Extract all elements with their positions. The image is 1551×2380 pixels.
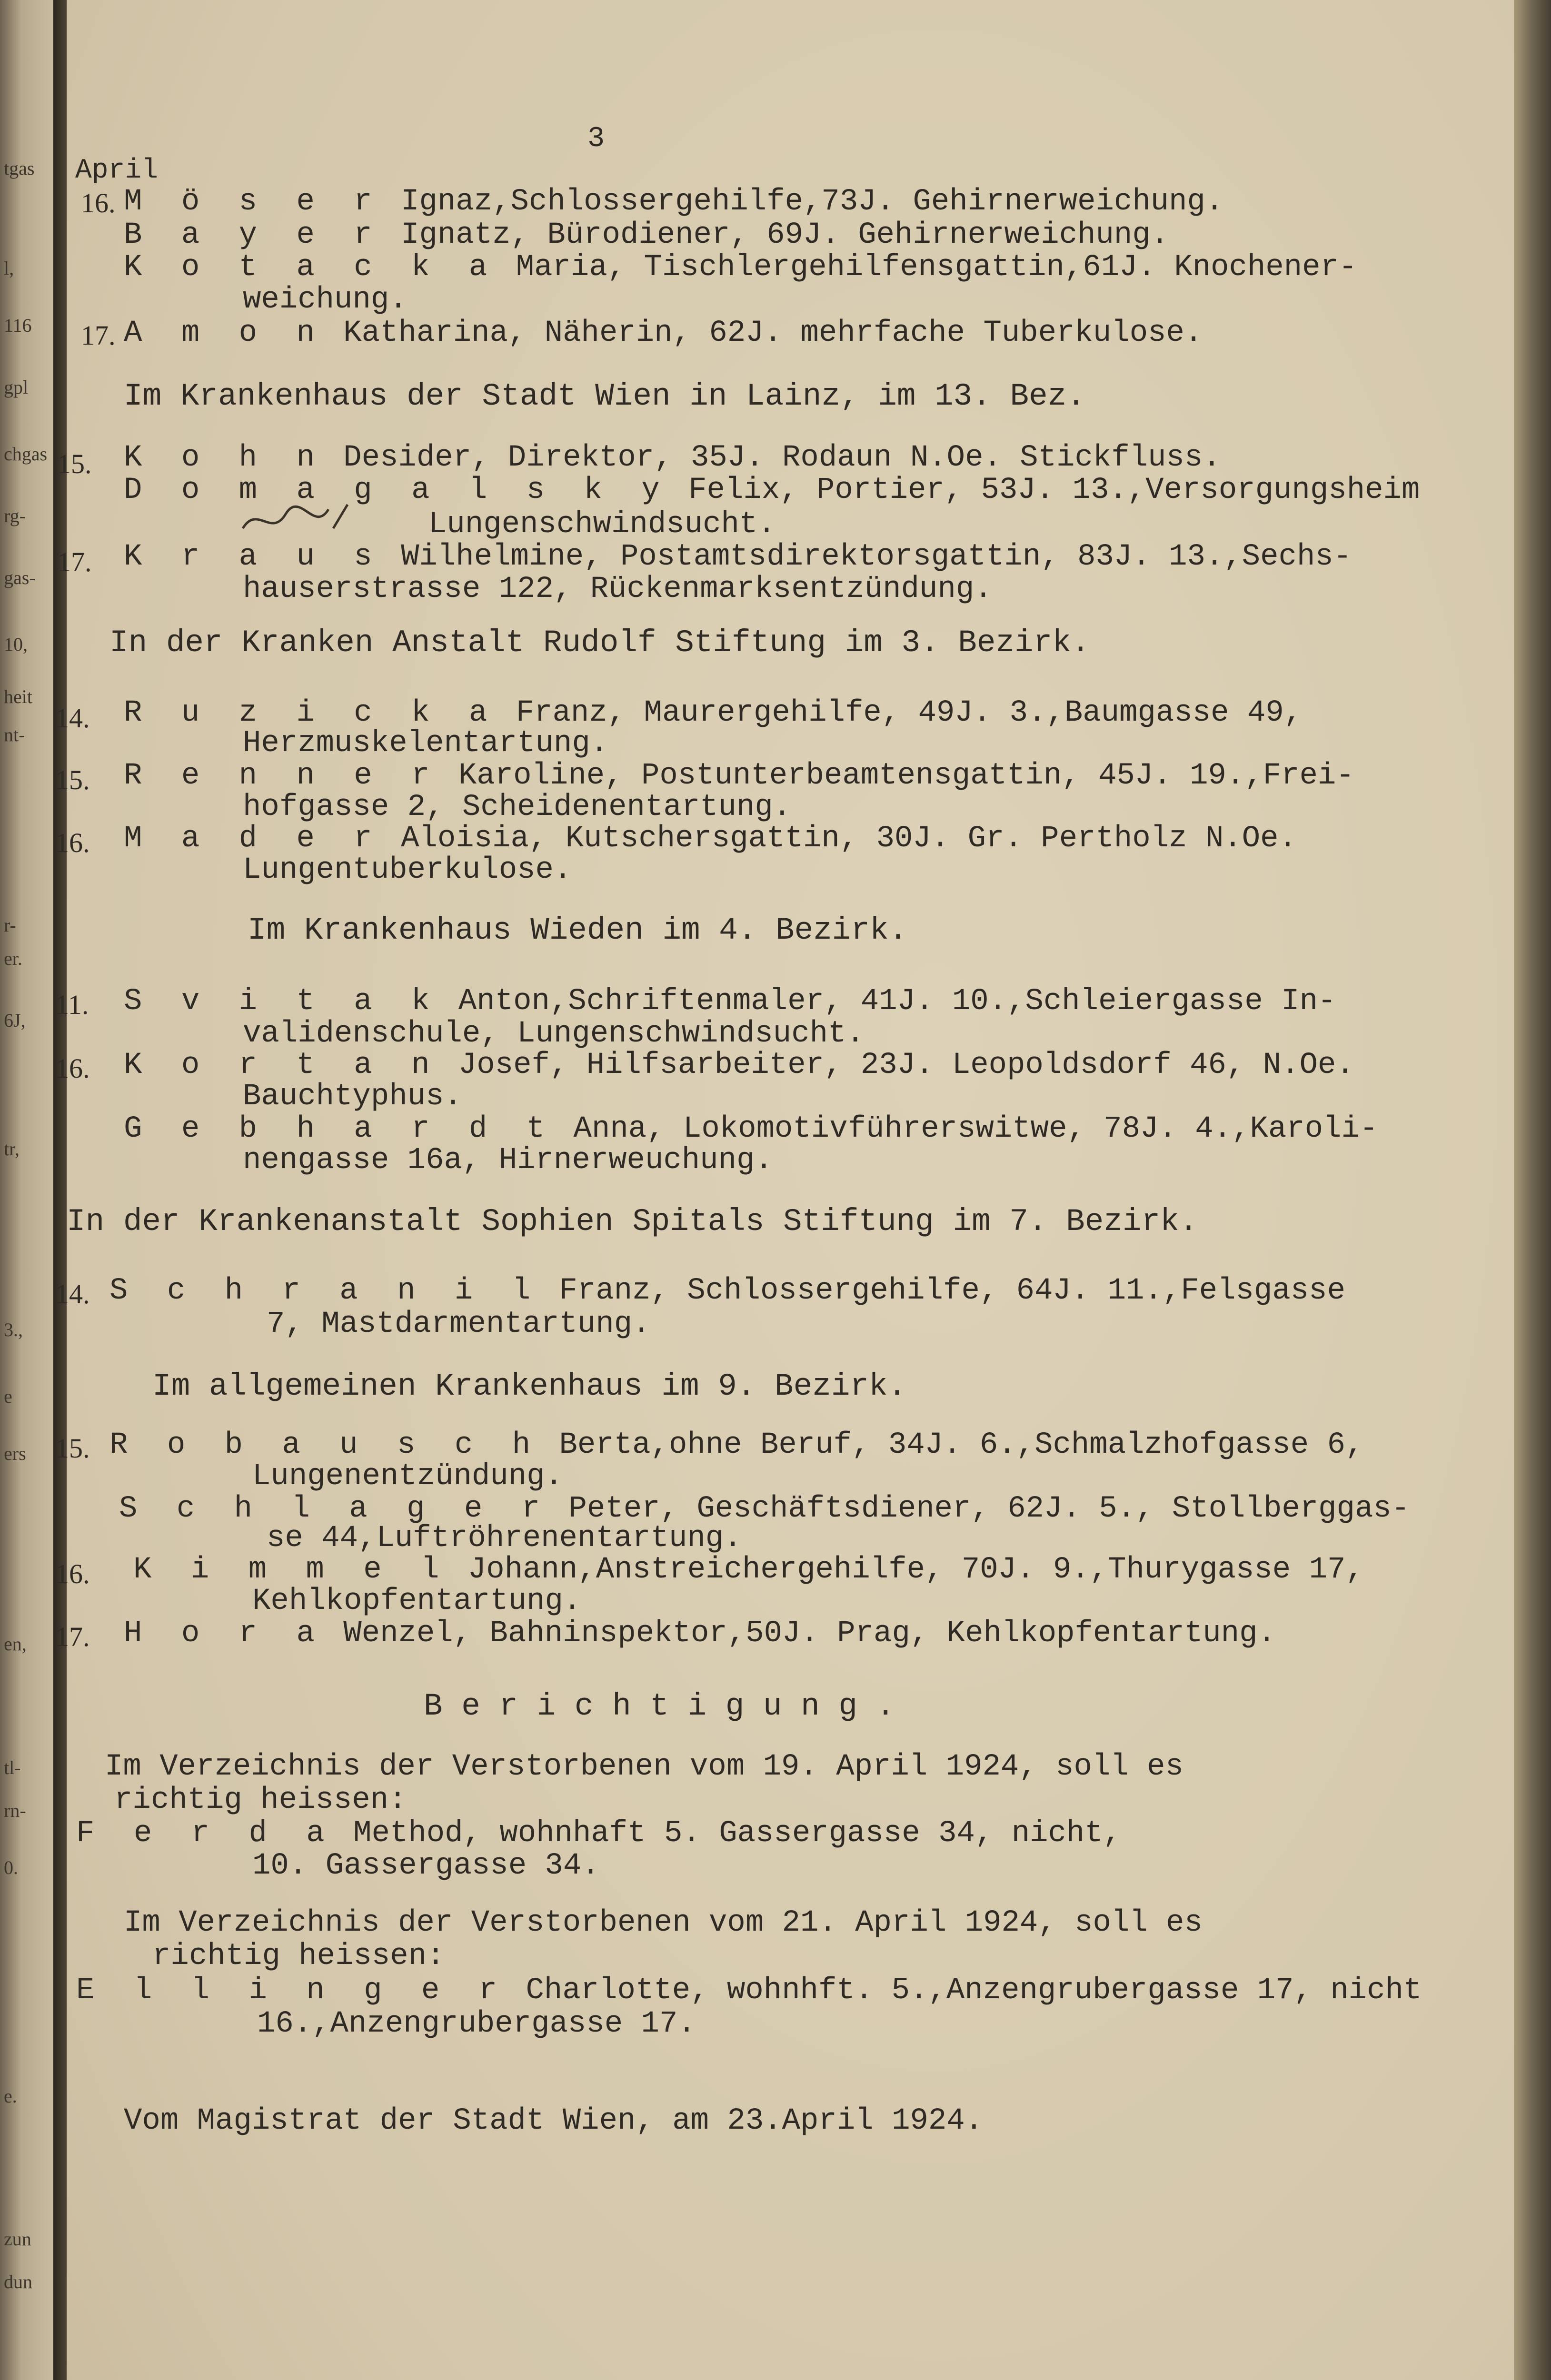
entry — [124, 542, 1352, 572]
entry — [124, 318, 1203, 348]
section-heading: In der Krankenanstalt Sophien Spitals Stiftung im 7. Bezirk. — [67, 1204, 1198, 1240]
page-edge-shadow — [1514, 0, 1551, 2380]
entry-details: Aloisia, Kutschersgattin, 30J. Gr. Pertholz N.Oe. — [382, 822, 1297, 856]
entry-day: 16. — [55, 827, 90, 858]
entry-details: Anna, Lokomotivführerswitwe, 78J. 4.,Karoli- — [555, 1112, 1378, 1146]
entry-continuation: 10. Gassergasse 34. — [252, 1849, 600, 1883]
correction-title: B e r i c h t i g u n g . — [424, 1688, 895, 1724]
entry-continuation: Bauchtyphus. — [243, 1080, 462, 1114]
left-page-fragment: tgas — [4, 158, 35, 179]
entry — [119, 1494, 1410, 1524]
left-page-fragment: e — [4, 1386, 12, 1407]
entry-details: Franz, Schlossergehilfe, 64J. 11.,Felsgasse — [541, 1274, 1345, 1308]
entry-day: 14. — [55, 703, 90, 734]
surname: K o r t a n — [124, 1048, 440, 1082]
surname: D o m a g a l s k y — [124, 473, 670, 507]
left-page-fragment: 0. — [4, 1857, 18, 1878]
entry-details: Maria, Tischlergehilfensgattin,61J. Knochener- — [497, 250, 1357, 285]
surname: H o r a — [124, 1616, 325, 1651]
entry-day: 14. — [55, 1279, 90, 1309]
document-page — [55, 0, 1514, 2380]
entry-continuation: weichung. — [243, 283, 408, 317]
left-page-fragment: tl- — [4, 1757, 21, 1778]
surname: R e n n e r — [124, 759, 440, 793]
surname: K i m m e l — [133, 1553, 450, 1587]
left-page-fragment: e. — [4, 2085, 17, 2107]
left-page-fragment: 3., — [4, 1319, 23, 1340]
entry-continuation: 7, Mastdarmentartung. — [267, 1307, 651, 1341]
surname: M a d e r — [124, 822, 383, 856]
entry-details: Method, wohnhaft 5. Gassergasse 34, nicht, — [335, 1816, 1122, 1851]
entry-day: 17. — [57, 546, 92, 577]
entry-details: Berta,ohne Beruf, 34J. 6.,Schmalzhofgasse 6, — [541, 1428, 1364, 1462]
entry — [124, 1050, 1354, 1081]
left-page-fragment: 6J, — [4, 1010, 26, 1031]
correction-entry — [76, 1818, 1121, 1849]
entry-day: 15. — [55, 1433, 90, 1464]
entry — [133, 1555, 1364, 1585]
section-heading: In der Kranken Anstalt Rudolf Stiftung im 3. Bezirk. — [109, 625, 1090, 661]
entry — [124, 986, 1336, 1017]
entry-details: Peter, Geschäftsdiener, 62J. 5., Stollberggas- — [550, 1492, 1410, 1526]
entry-continuation: Lungentuberkulose. — [243, 853, 572, 887]
entry-day: 15. — [57, 448, 92, 479]
surname: S c h l a g e r — [119, 1492, 551, 1526]
entry-day: 16. — [81, 188, 116, 218]
entry-details: Franz, Maurergehilfe, 49J. 3.,Baumgasse 49, — [497, 696, 1302, 730]
left-page-fragment: nt- — [4, 724, 25, 745]
entry-continuation: Lungenentzündung. — [252, 1459, 563, 1494]
left-page-fragment: r- — [4, 914, 16, 936]
entry — [109, 1276, 1345, 1306]
left-page-fragment: er. — [4, 948, 22, 969]
entry — [124, 443, 1221, 473]
left-page-fragment: rg- — [4, 505, 26, 526]
entry-details: Johann,Anstreichergehilfe, 70J. 9.,Thurygasse 17, — [449, 1553, 1364, 1587]
entry-continuation: hofgasse 2, Scheidenentartung. — [243, 790, 792, 824]
entry-continuation: se 44,Luftröhrenentartung. — [267, 1521, 742, 1556]
surname: M ö s e r — [124, 185, 383, 219]
correction-paragraph: richtig heissen: — [114, 1783, 407, 1817]
entry-continuation: 16.,Anzengrubergasse 17. — [257, 2007, 696, 2041]
entry-details: Ignatz, Bürodiener, 69J. Gehirnerweichung. — [382, 218, 1169, 252]
correction-paragraph: richtig heissen: — [152, 1939, 445, 1973]
left-page-fragment: dun — [4, 2271, 32, 2292]
entry-day: 15. — [55, 764, 90, 795]
correction-paragraph: Im Verzeichnis der Verstorbenen vom 21. April 1924, soll es — [124, 1906, 1203, 1940]
book-gutter — [53, 0, 67, 2380]
page-number: 3 — [587, 123, 605, 155]
closing-signature-line: Vom Magistrat der Stadt Wien, am 23.April 1924. — [124, 2104, 984, 2138]
left-page-edge — [0, 0, 53, 2380]
entry-details: Wilhelmine, Postamtsdirektorsgattin, 83J. 13.,Sechs- — [382, 540, 1352, 574]
entry-details: Ignaz,Schlossergehilfe,73J. Gehirnerweichung. — [382, 185, 1224, 219]
correction-paragraph: Im Verzeichnis der Verstorbenen vom 19. April 1924, soll es — [105, 1750, 1183, 1784]
left-page-fragment: ers — [4, 1443, 26, 1464]
left-page-fragment: chgas — [4, 443, 48, 465]
section-heading: Im Krankenhaus Wieden im 4. Bezirk. — [248, 912, 908, 948]
entry-continuation: hauserstrasse 122, Rückenmarksentzündung. — [243, 572, 993, 606]
left-page-fragment: heit — [4, 686, 32, 707]
surname: K o h n — [124, 441, 325, 475]
surname: S v i t a k — [124, 984, 440, 1019]
surname: F e r d a — [76, 1816, 335, 1851]
surname: A m o n — [124, 316, 325, 350]
entry — [124, 187, 1223, 217]
entry-details: Katharina, Näherin, 62J. mehrfache Tuberkulose. — [325, 316, 1203, 350]
left-page-fragment: gpl — [4, 377, 29, 398]
entry — [124, 220, 1169, 250]
month-label: April — [75, 155, 159, 186]
correction-entry — [76, 1975, 1422, 2006]
surname: K r a u s — [124, 540, 383, 574]
surname: B a y e r — [124, 218, 383, 252]
entry-continuation: Herzmuskelentartung. — [243, 726, 609, 761]
entry-details: Josef, Hilfsarbeiter, 23J. Leopoldsdorf 46, N.Oe. — [440, 1048, 1354, 1082]
entry — [109, 1430, 1363, 1460]
entry — [124, 1618, 1276, 1649]
entry-details: Anton,Schriftenmaler, 41J. 10.,Schleiergasse In- — [440, 984, 1336, 1019]
left-page-fragment: en, — [4, 1633, 27, 1655]
left-page-fragment: tr, — [4, 1138, 20, 1160]
entry-continuation: validenschule, Lungenschwindsucht. — [243, 1017, 865, 1051]
left-page-fragment: gas- — [4, 567, 36, 588]
entry — [124, 823, 1297, 854]
entry-continuation: Kehlkopfentartung. — [252, 1584, 582, 1618]
entry-details: Charlotte, wohnhft. 5.,Anzengrubergasse 17, nicht — [507, 1973, 1422, 2008]
entry-details: Wenzel, Bahninspektor,50J. Prag, Kehlkopfentartung. — [325, 1616, 1276, 1651]
left-page-fragment: l, — [4, 258, 14, 279]
surname: R u z i c k a — [124, 696, 498, 730]
entry-details: Felix, Portier, 53J. 13.,Versorgungsheim — [670, 473, 1420, 507]
entry — [124, 252, 1357, 283]
entry-day: 17. — [55, 1621, 90, 1652]
section-heading: Im allgemeinen Krankenhaus im 9. Bezirk. — [152, 1368, 907, 1404]
left-page-fragment: 10, — [4, 634, 28, 655]
section-heading: Im Krankenhaus der Stadt Wien in Lainz, im 13. Bez. — [124, 378, 1085, 414]
entry-day: 16. — [55, 1558, 90, 1589]
entry-continuation: nengasse 16a, Hirnerweuchung. — [243, 1143, 773, 1178]
surname: K o t a c k a — [124, 250, 498, 285]
entry-details: Desider, Direktor, 35J. Rodaun N.Oe. Stickfluss. — [325, 441, 1221, 475]
entry-day: 11. — [55, 989, 89, 1020]
entry — [124, 698, 1302, 728]
surname: G e b h a r d t — [124, 1112, 556, 1146]
left-page-fragment: 116 — [4, 315, 32, 336]
surname: S c h r a n i l — [109, 1274, 541, 1308]
entry — [124, 761, 1354, 791]
left-page-fragment: zun — [4, 2228, 31, 2250]
entry — [124, 1114, 1378, 1144]
entry-continuation: Lungenschwindsucht. — [428, 507, 776, 542]
entry-details: Karoline, Postunterbeamtensgattin, 45J. 19.,Frei- — [440, 759, 1354, 793]
entry-day: 16. — [55, 1053, 90, 1084]
surname: R o b a u s c h — [109, 1428, 541, 1462]
left-page-fragment: rn- — [4, 1800, 26, 1821]
entry-day: 17. — [81, 320, 116, 351]
surname: E l l i n g e r — [76, 1973, 508, 2008]
handwritten-annotation — [238, 500, 352, 543]
